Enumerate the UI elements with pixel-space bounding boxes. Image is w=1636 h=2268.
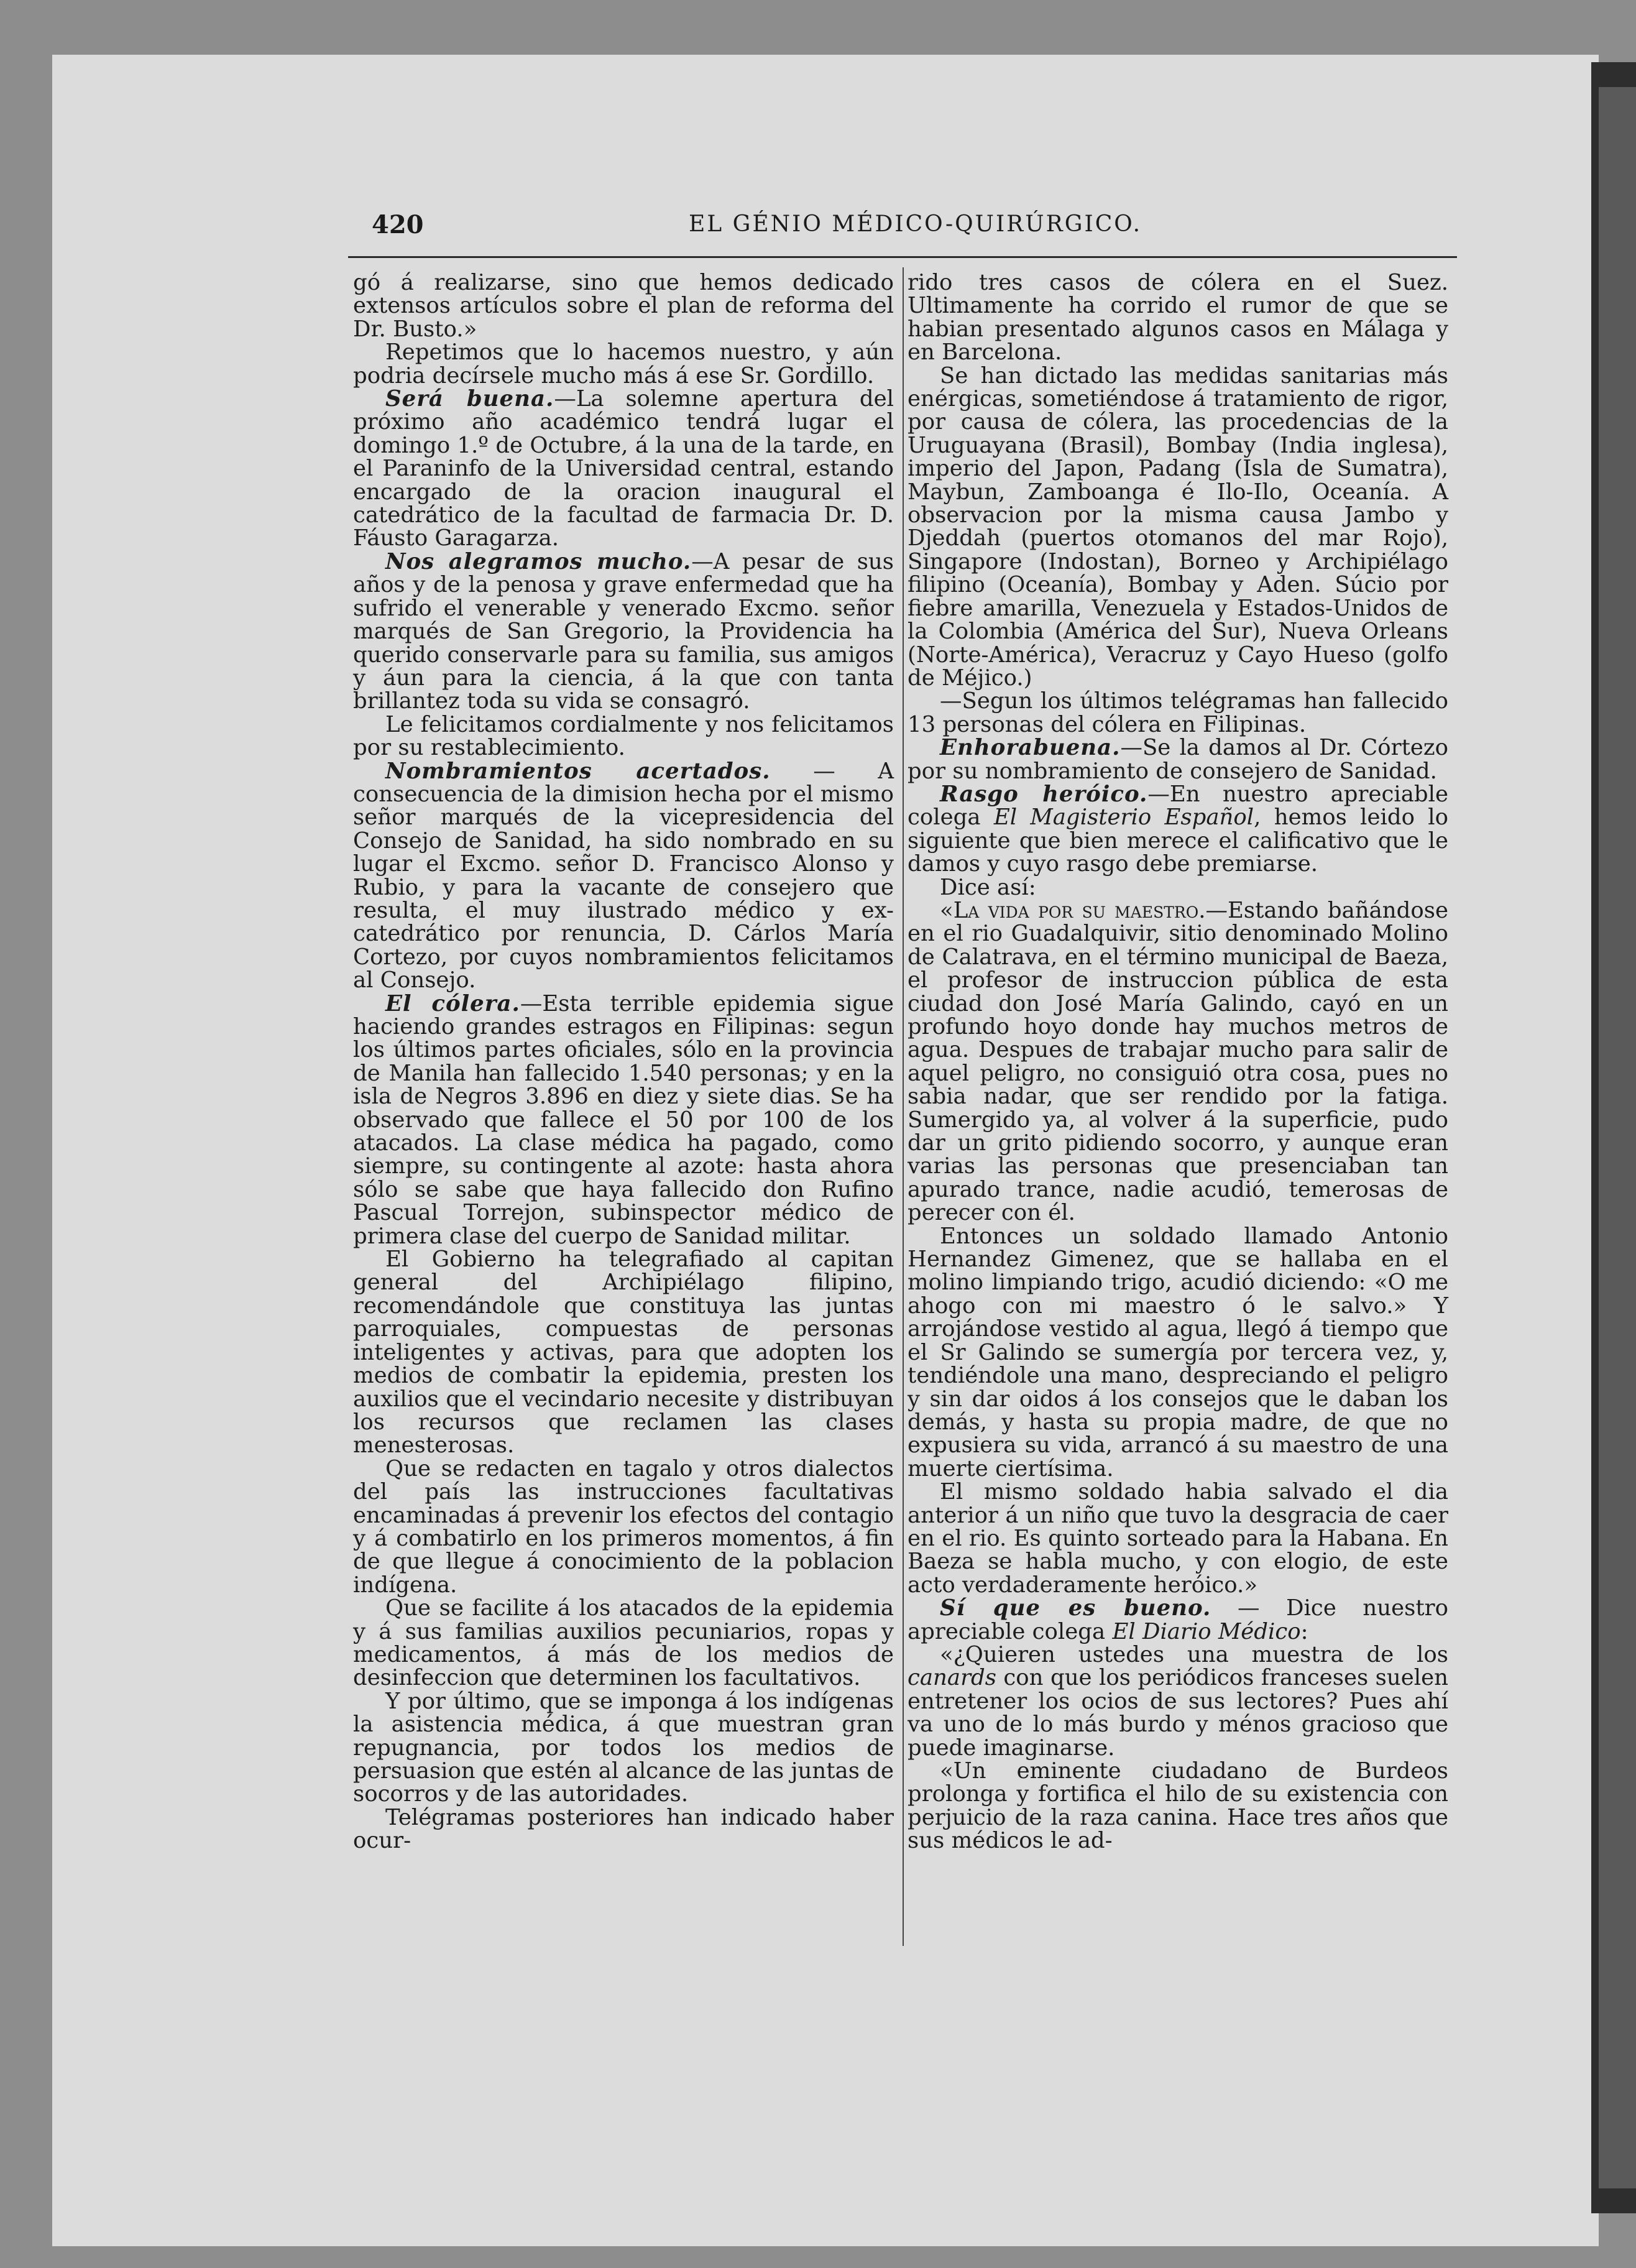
paragraph: Le felicitamos cordialmente y nos felicitamos por su restablecimiento. xyxy=(353,711,894,761)
paragraph-text: «¿Quieren ustedes una muestra de los xyxy=(940,1641,1448,1667)
section-lead: Nos alegramos mucho. xyxy=(385,548,692,574)
paragraph-text: — Dice nuestro apreciable colega xyxy=(908,1595,1448,1644)
paragraph xyxy=(353,387,894,550)
paragraph: Que se redacten en tagalo y otros dialectos del país las instrucciones facultativas encaminadas á prevenir los efectos del contagio y á combatirlo en los primeros momentos, á fin de que llegue á conocimiento de la poblacion indígena. xyxy=(353,1455,894,1598)
paragraph-text: —En nuestro apreciable colega xyxy=(908,781,1448,831)
section-lead: Sí que es bueno. xyxy=(940,1595,1211,1621)
quote-lead: «La vida por su maestro. xyxy=(940,897,1206,923)
paragraph: Entonces un soldado llamado Antonio Hernandez Gimenez, que se hallaba en el molino limpiando trigo, acudió diciendo: «O me ahogo con mi maestro ó le salvo.» Y arrojándose vestido al agua, llegó á tiempo que el Sr Galindo se sumergía por tercera vez, y, tendiéndole una mano, despreciando el peligro y sin dar oidos á los consejos que le daban los demás, y hasta su propia madre, de que no expusiera su vida, arrancó á su maestro de una muerte ciertísima. xyxy=(908,1223,1448,1482)
paragraph xyxy=(908,1643,1448,1759)
paragraph xyxy=(353,992,894,1248)
paragraph: El Gobierno ha telegrafiado al capitan general del Archipiélago filipino, recomendándole que constituya las juntas parroquiales, compuestas de personas inteligentes y activas, para que adopten los medios de combatir la epidemia, presten los auxilios que el vecindario necesite y distribuyan los recursos que reclamen las clases menesterosas. xyxy=(353,1247,894,1459)
paragraph xyxy=(353,760,894,992)
next-page-leaf xyxy=(1599,87,1636,2188)
paragraph: Repetimos que lo hacemos nuestro, y aún podria decírsele mucho más á ese Sr. Gordillo. xyxy=(353,339,894,389)
paragraph-text: —La solemne apertura del próximo año académico tendrá lugar el domingo 1.º de Octubre, á la una de la tarde, en el Paraninfo de la Universidad central, estando encargado de la oracion inaugural el catedrático de la facultad de farmacia Dr. D. Fáusto Garagarza. xyxy=(353,386,894,551)
paragraph-text: —Esta terrible epidemia sigue haciendo grandes estragos en Filipinas: segun los últimos partes oficiales, sólo en la provincia de Manila han fallecido 1.540 personas; y en la isla de Negros 3.896 en diez y siete dias. Se ha observado que fallece el 50 por 100 de los atacados. La clase médica ha pagado, como siempre, su contingente al azote: hasta ahora sólo se sabe que haya fallecido don Rufino Pascual Torrejon, subinspector médico de primera clase del cuerpo de Sanidad militar. xyxy=(353,990,894,1249)
source-title: El Magisterio Español xyxy=(993,804,1254,831)
paragraph-text: : xyxy=(1300,1618,1308,1644)
paragraph: rido tres casos de cólera en el Suez. Ultimamente ha corrido el rumor de que se habian presentado algunos casos en Málaga y en Barcelona. xyxy=(908,270,1448,366)
paragraph-text: , hemos leido lo siguiente que bien merece el calificativo que le damos y cuyo rasgo debe premiarse. xyxy=(908,804,1449,877)
header-rule xyxy=(348,256,1457,258)
running-header xyxy=(372,210,1457,247)
right-column xyxy=(908,271,1448,1853)
column-rule xyxy=(903,267,904,1946)
section-lead: Nombramientos acertados. xyxy=(385,758,771,784)
paragraph-text: —Se la damos al Dr. Córtezo por su nombramiento de consejero de Sanidad. xyxy=(908,735,1448,784)
paragraph: Se han dictado las medidas sanitarias más enérgicas, sometiéndose á tratamiento de rigor, por causa de cólera, las procedencias de la Uruguayana (Brasil), Bombay (India inglesa), imperio del Japon, Padang (Isla de Sumatra), Maybun, Zamboanga é Ilo-Ilo, Oceanía. A observacion por la misma causa Jambo y Djeddah (puertos otomanos del mar Rojo), Singapore (Indostan), Borneo y Archipiélago filipino (Oceanía), Bombay y Aden. Súcio por fiebre amarilla, Venezuela y Estados-Unidos de la Colombia (América del Sur), Nueva Orleans (Norte-América), Veracruz y Cayo Hueso (golfo de Méjico.) xyxy=(908,362,1448,691)
paragraph-text: —A pesar de sus años y de la penosa y grave enfermedad que ha sufrido el venerable y venerado Excmo. señor marqués de San Gregorio, la Providencia ha querido conservarle para su familia, sus amigos y áun para la ciencia, á la que con tanta brillantez toda su vida se consagró. xyxy=(353,548,894,714)
paragraph-text: — A consecuencia de la dimision hecha por el mismo señor marqués de la vicepresidencia del Consejo de Sanidad, ha sido nombrado en su lugar el Excmo. señor D. Francisco Alonso y Rubio, y para la vacante de consejero que resulta, el muy ilustrado médico y ex-catedrático por renuncia, D. Cárlos María Cortezo, por cuyos nombramientos felicitamos al Consejo. xyxy=(353,758,894,993)
paragraph xyxy=(908,899,1448,1225)
running-title: EL GÉNIO MÉDICO-QUIRÚRGICO. xyxy=(689,211,1142,237)
paragraph xyxy=(908,1597,1448,1643)
section-lead: Enhorabuena. xyxy=(940,735,1121,761)
source-title: El Diario Médico xyxy=(1112,1618,1301,1644)
foreign-word: canards xyxy=(908,1665,996,1691)
paragraph xyxy=(908,736,1448,783)
paragraph: Dice así: xyxy=(940,874,1036,900)
paragraph: —Segun los últimos telégramas han fallecido 13 personas del cólera en Filipinas. xyxy=(908,688,1448,737)
section-lead: El cólera. xyxy=(385,990,520,1016)
paragraph-text: con que los periódicos franceses suelen entretener los ocios de sus lectores? Pues ahí va uno de lo más burdo y ménos gracioso que puede imaginarse. xyxy=(908,1665,1448,1761)
paragraph: Que se facilite á los atacados de la epidemia y á sus familias auxilios pecuniarios, ropas y medicamentos, á más de los medios de desinfeccion que determinen los facultativos. xyxy=(353,1595,894,1691)
paragraph: Y por último, que se imponga á los indígenas la asistencia médica, á que muestran gran repugnancia, por todos los medios de persuasion que estén al alcance de las juntas de socorros y de las autoridades. xyxy=(353,1688,894,1807)
section-lead: Será buena. xyxy=(385,386,554,412)
paragraph xyxy=(908,783,1448,876)
paragraph: Telégramas posteriores han indicado haber ocur- xyxy=(353,1804,894,1854)
paragraph xyxy=(353,550,894,713)
section-lead: Rasgo heróico. xyxy=(940,781,1148,807)
paragraph: gó á realizarse, sino que hemos dedicado extensos artículos sobre el plan de reforma del Dr. Busto.» xyxy=(353,270,894,342)
paragraph-text: —Estando bañándose en el rio Guadalquivir, sitio denominado Molino de Calatrava, en el término municipal de Baeza, el profesor de instruccion pública de esta ciudad don José María Galindo, cayó en un profundo hoyo donde hay muchos metros de agua. Despues de trabajar mucho para salir de aquel peligro, no consiguió otra cosa, pues no sabia nadar, que ser rendido por la fatiga. Sumergido ya, al volver á la superficie, pudo dar un grito pidiendo socorro, y aunque eran varias las personas que presenciaban tan apurado trance, nadie acudió, temerosas de perecer con él. xyxy=(908,897,1448,1226)
page-number: 420 xyxy=(372,210,424,239)
left-column xyxy=(353,271,894,1853)
paragraph: El mismo soldado habia salvado el dia anterior á un niño que tuvo la desgracia de caer en el rio. Es quinto sorteado para la Habana. En Baeza se habla mucho, y con elogio, de este acto verdaderamente heróico.» xyxy=(908,1479,1448,1598)
paragraph: «Un eminente ciudadano de Burdeos prolonga y fortifica el hilo de su existencia con perjuicio de la raza canina. Hace tres años que sus médicos le ad- xyxy=(908,1758,1448,1854)
